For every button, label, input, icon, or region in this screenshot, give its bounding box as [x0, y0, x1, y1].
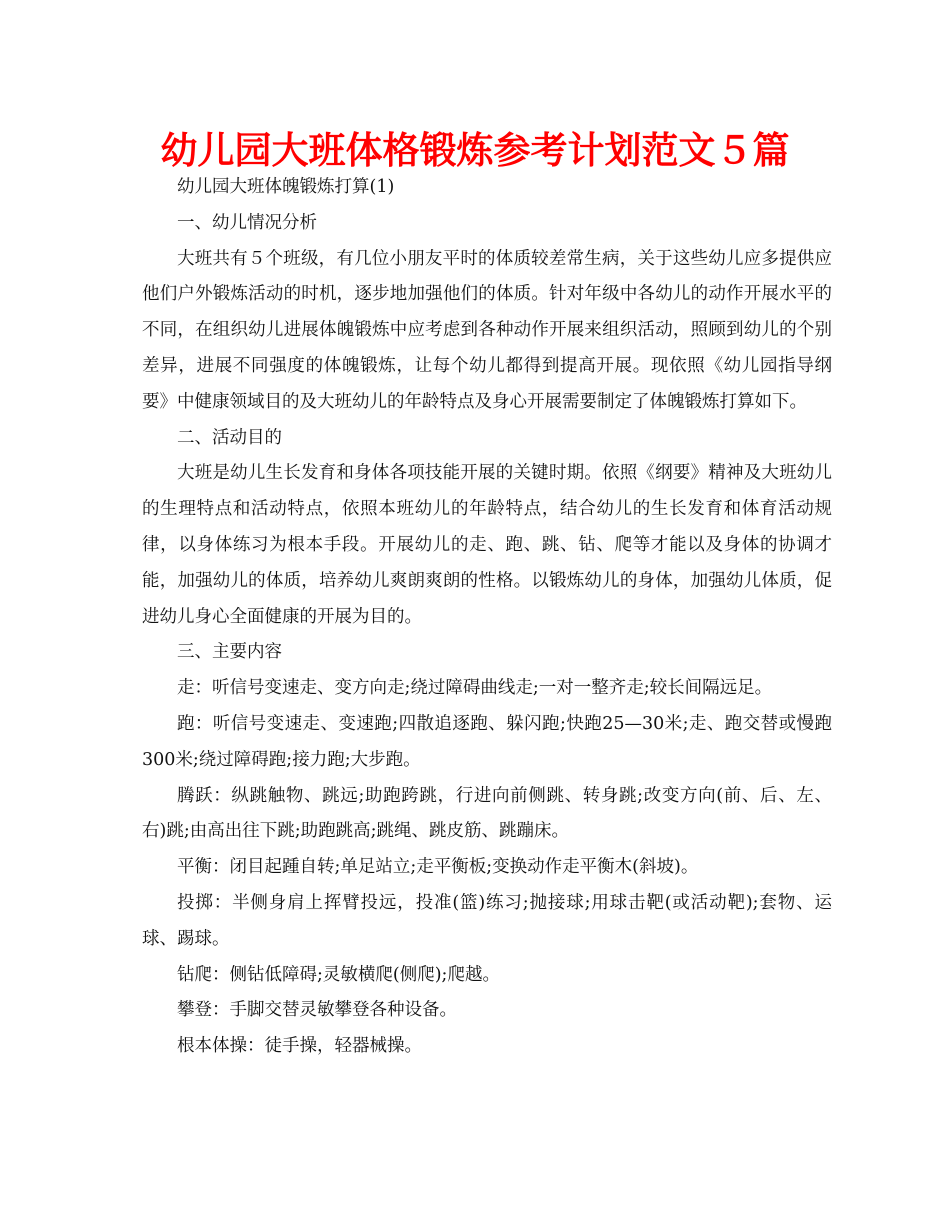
document-body	[142, 170, 832, 1065]
paragraph-walk: 走：听信号变速走、变方向走;绕过障碍曲线走;一对一整齐走;较长间隔远足。	[177, 678, 773, 699]
paragraph-run: 跑：听信号变速走、变速跑;四散追逐跑、躲闪跑;快跑25—30米;走、跑交替或慢跑300米;绕过障碍跑;接力跑;大步跑。	[142, 713, 832, 770]
section-heading-goals: 二、活动目的	[177, 427, 282, 448]
paragraph-climb: 攀登：手脚交替灵敏攀登各种设备。	[177, 1000, 457, 1021]
paragraph-throw: 投掷：半侧身肩上挥臂投远，投准(篮)练习;抛接球;用球击靶(或活动靶);套物、运球、踢球。	[142, 892, 832, 949]
subtitle-plan-1: 幼儿园大班体魄锻炼打算(1)	[177, 177, 395, 197]
section-heading-analysis: 一、幼儿情况分析	[177, 212, 317, 233]
section-heading-content: 三、主要内容	[177, 642, 282, 663]
paragraph-crawl: 钻爬：侧钻低障碍;灵敏横爬(侧爬);爬越。	[177, 964, 500, 985]
paragraph-analysis: 大班共有５个班级，有几位小朋友平时的体质较差常生病，关于这些幼儿应多提供应他们户外锻炼活动的时机，逐步地加强他们的体质。针对年级中各幼儿的动作开展水平的不同，在组织幼儿进展体魄锻炼中应考虑到各种动作开展来组织活动，照顾到幼儿的个别差异，进展不同强度的体魄锻炼，让每个幼儿都得到提高开展。现依照《幼儿园指导纲要》中健康领域目的及大班幼儿的年龄特点及身心开展需要制定了体魄锻炼打算如下。	[142, 248, 832, 412]
document-title: 幼儿园大班体格锻炼参考计划范文５篇	[160, 129, 790, 172]
paragraph-balance: 平衡：闭目起踵自转;单足站立;走平衡板;变换动作走平衡木(斜坡)。	[177, 857, 699, 878]
paragraph-jump: 腾跃：纵跳触物、跳远;助跑跨跳，行进向前侧跳、转身跳;改变方向(前、后、左、右)跳;由高出往下跳;助跑跳高;跳绳、跳皮筋、跳蹦床。	[142, 785, 832, 842]
paragraph-gymnastics: 根本体操：徒手操，轻器械操。	[177, 1036, 422, 1057]
paragraph-goals: 大班是幼儿生长发育和身体各项技能开展的关键时期。依照《纲要》精神及大班幼儿的生理特点和活动特点，依照本班幼儿的年龄特点，结合幼儿的生长发育和体育活动规律，以身体练习为根本手段。开展幼儿的走、跑、跳、钻、爬等才能以及身体的协调才能，加强幼儿的体质，培养幼儿爽朗爽朗的性格。以锻炼幼儿的身体，加强幼儿体质，促进幼儿身心全面健康的开展为目的。	[142, 463, 832, 627]
